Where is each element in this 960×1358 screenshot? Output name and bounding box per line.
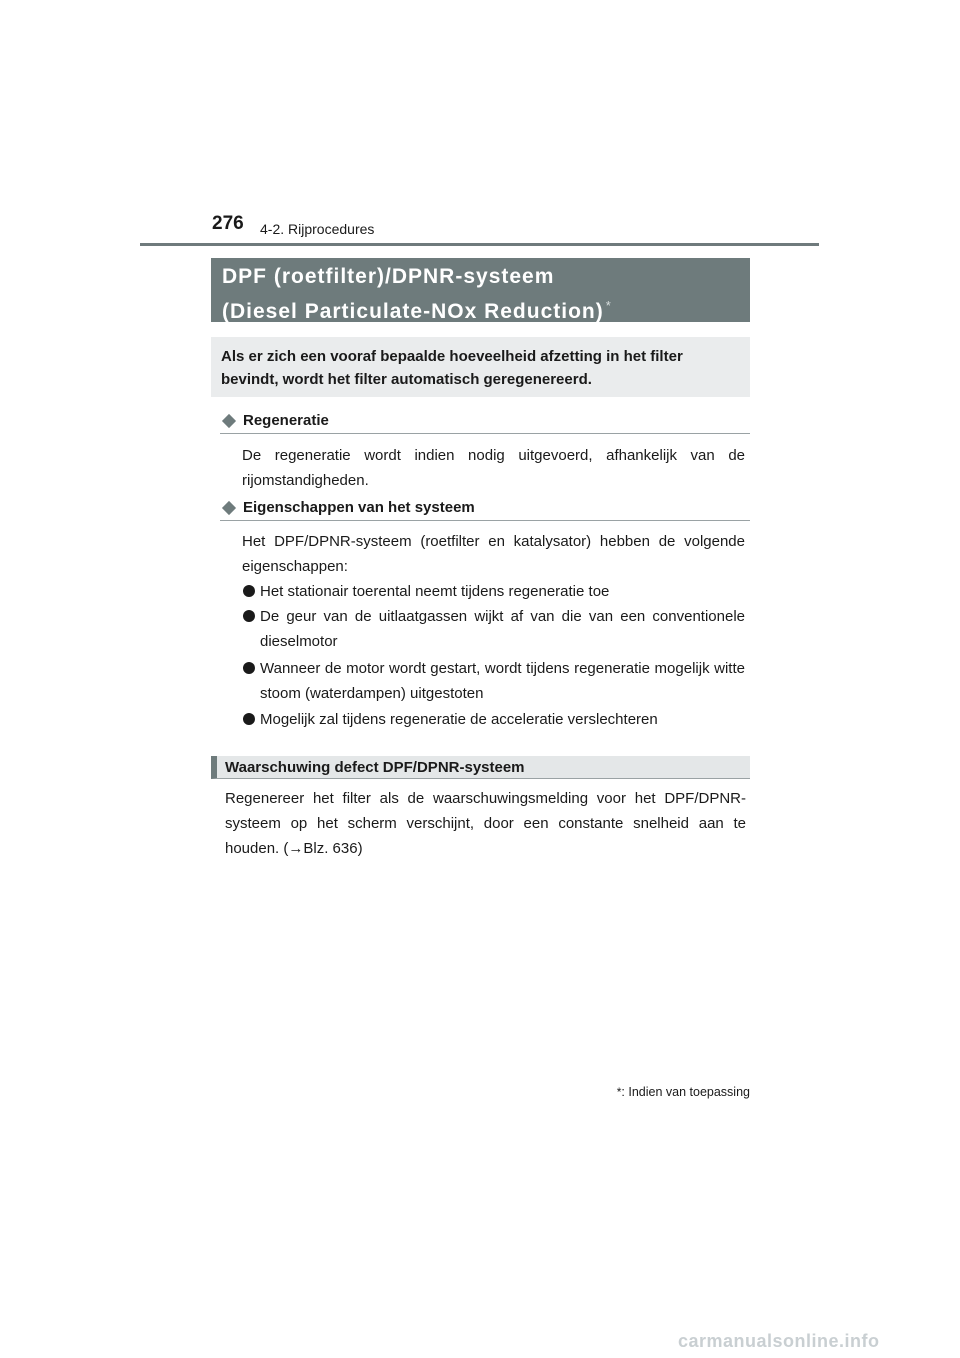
subheading-regeneratie bbox=[220, 410, 750, 434]
eigenschappen-paragraph: Het DPF/DPNR-systeem (roetfilter en katalysator) hebben de volgende eigenschappen: bbox=[242, 533, 745, 575]
list-item-text: Het stationair toerental neemt tijdens regeneratie toe bbox=[260, 583, 610, 600]
footnote-text: : Indien van toepassing bbox=[621, 1085, 750, 1099]
subheading-label: Eigenschappen van het systeem bbox=[243, 499, 475, 516]
subheading-label: Regeneratie bbox=[243, 412, 329, 429]
regeneratie-paragraph: De regeneratie wordt indien nodig uitgevoerd, afhankelijk van de rijomstandigheden. bbox=[242, 447, 745, 489]
bullet-dot-icon bbox=[243, 713, 255, 725]
diamond-bullet-icon bbox=[222, 413, 236, 427]
list-item bbox=[242, 656, 745, 706]
diamond-bullet-icon bbox=[222, 500, 236, 514]
intro-summary: Als er zich een vooraf bepaalde hoeveelheid afzetting in het filter bevindt, wordt het filter automatisch geregenereerd. bbox=[211, 337, 750, 397]
title-line-1: DPF (roetfilter)/DPNR-systeem bbox=[222, 265, 555, 288]
list-item bbox=[242, 604, 745, 654]
header-divider bbox=[140, 243, 819, 246]
list-item-text: De geur van de uitlaatgassen wijkt af van die van een conventionele dieselmotor bbox=[260, 608, 745, 650]
warning-paragraph: Regenereer het filter als de waarschuwingsmelding voor het DPF/DPNR-systeem op het scherm verschijnt, door een constante snelheid aan te houden. (→Blz. 636) bbox=[225, 790, 746, 857]
title-line-2 bbox=[222, 291, 740, 326]
bullet-dot-icon bbox=[243, 585, 255, 597]
list-item bbox=[242, 707, 745, 732]
list-item-text: Mogelijk zal tijdens regeneratie de acceleratie verslechteren bbox=[260, 711, 658, 728]
section-reference: 4-2. Rijprocedures bbox=[260, 221, 375, 237]
subheading-eigenschappen bbox=[220, 497, 750, 521]
watermark: carmanualsonline.info bbox=[678, 1331, 880, 1351]
asterisk-icon: * bbox=[616, 1085, 622, 1099]
bullet-dot-icon bbox=[243, 662, 255, 674]
page-number: 276 bbox=[212, 213, 244, 234]
section-title-box bbox=[211, 258, 750, 322]
list-item bbox=[242, 579, 745, 604]
asterisk-icon: * bbox=[605, 298, 612, 313]
list-item-text: Wanneer de motor wordt gestart, wordt tijdens regeneratie mogelijk witte stoom (waterdampen) uitgestoten bbox=[260, 660, 745, 702]
warning-heading: Waarschuwing defect DPF/DPNR-systeem bbox=[211, 756, 750, 779]
bullet-dot-icon bbox=[243, 610, 255, 622]
footnote bbox=[560, 1085, 750, 1099]
title-line-2-text: (Diesel Particulate-NOx Reduction) bbox=[222, 300, 604, 323]
